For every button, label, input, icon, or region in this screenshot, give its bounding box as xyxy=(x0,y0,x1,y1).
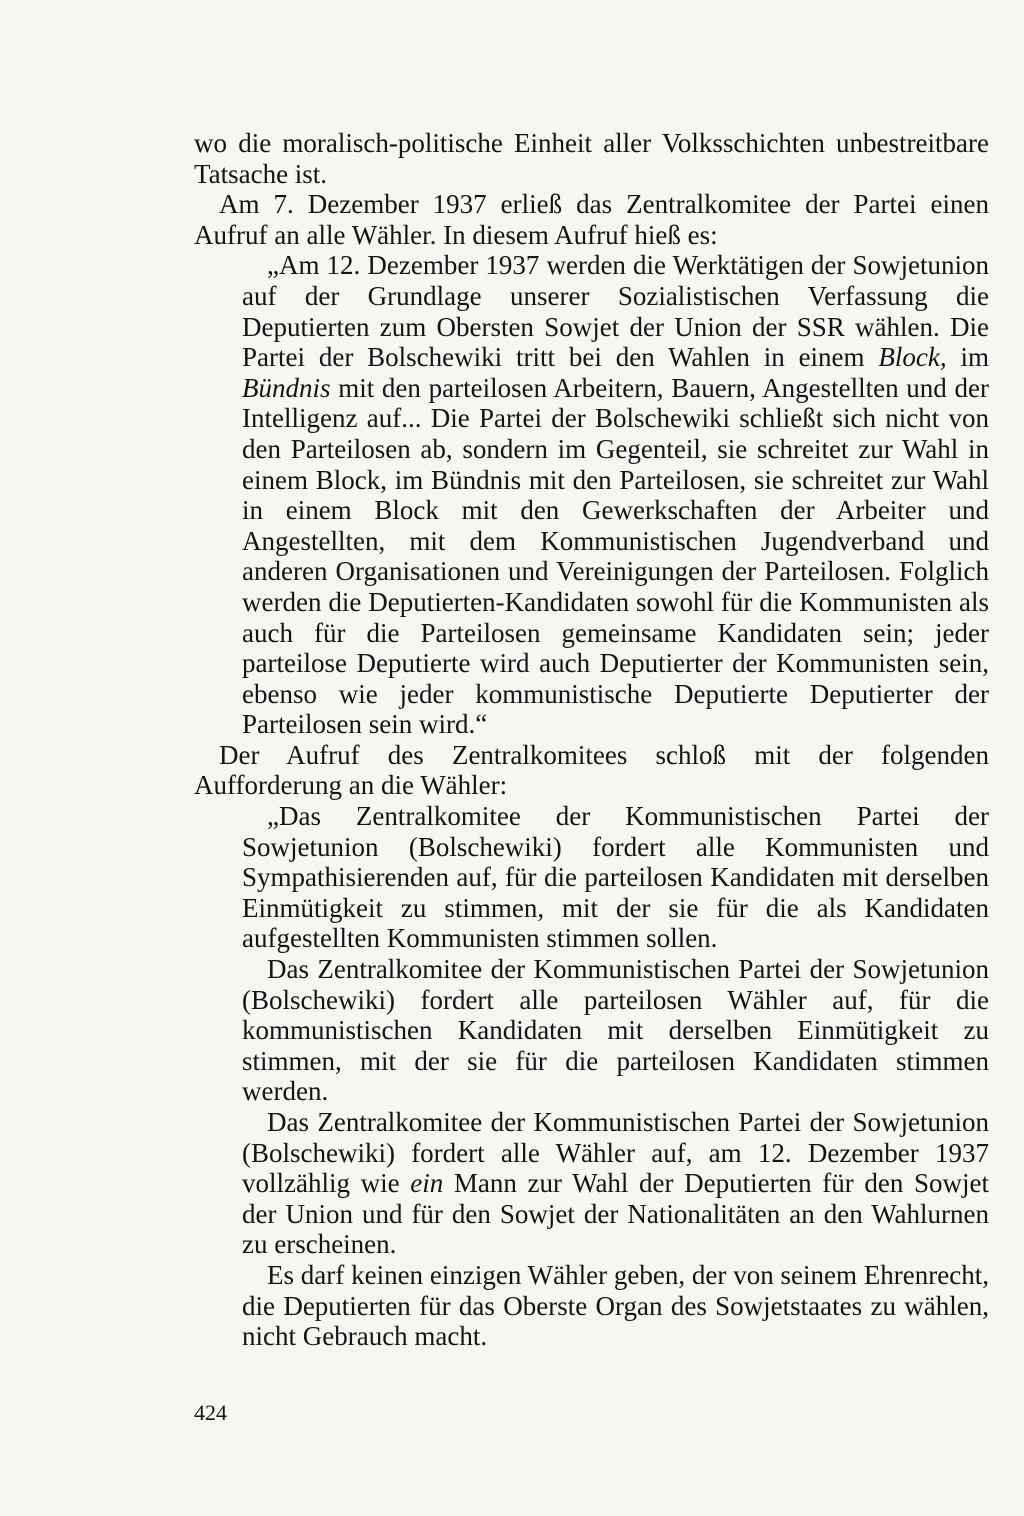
paragraph-continuation: wo die moralisch-politische Einheit aller Volksschichten unbestreitbare Tatsache ist. xyxy=(194,128,989,189)
paragraph-appeal-intro: Am 7. Dezember 1937 erließ das Zentralkomitee der Partei einen Aufruf an alle Wähler. In diesem Aufruf hieß es: xyxy=(194,189,989,250)
quote-text: im xyxy=(946,342,989,373)
quote-demand-all-voters xyxy=(242,1107,989,1260)
emphasis-buendnis: Bündnis xyxy=(242,372,331,403)
emphasis-block: Block, xyxy=(878,342,947,373)
quote-demand-nonparty: Das Zentralkomitee der Kommunistischen Partei der Sowjetunion (Bolschewiki) fordert alle parteilosen Wähler auf, für die kommunistischen Kandidaten mit derselben Einmütigkeit zu stimmen, mit der sie für die parteilosen Kandidaten stimmen werden. xyxy=(242,954,989,1107)
quote-text: Das Zentralkomitee der Kommunistischen Partei der Sowjetunion (Bolschewiki) fordert alle Wähler auf, am 12. Dezember 1937 vollzählig wie xyxy=(242,1107,989,1199)
quote-appeal xyxy=(242,250,989,740)
page-number: 424 xyxy=(194,1400,227,1425)
paragraph-appeal-closing: Der Aufruf des Zentralkomitees schloß mit der folgenden Aufforderung an die Wähler: xyxy=(194,739,989,801)
quote-text: „Am 12. Dezember 1937 werden die Werktätigen der Sowjetunion auf der Grundlage unserer Sozialistischen Verfassung die Deputierten zum Obersten Sowjet der Union der SSR wählen. Die Partei der Bolschewiki tritt bei den Wahlen in einem xyxy=(242,250,989,373)
emphasis-ein: ein xyxy=(410,1168,444,1199)
quote-text: mit den parteilosen Arbeitern, Bauern, Angestellten und der Intelligenz auf... Die Partei der Bolschewiki schließt sich nicht von den Parteilosen ab, sondern im Gegenteil, sie schreitet zur Wahl in einem Block, im Bündnis mit den Parteilosen, sie schreitet zur Wahl in einem Block mit den Gewerkschaften der Arbeiter und Angestellten, mit dem Kommunistischen Jugendverband und anderen Organisationen und Vereinigungen der Parteilosen. Folglich werden die Deputierten-Kandidaten sowohl für die Kommunisten als auch für die Parteilosen gemeinsame Kandidaten sein; jeder parteilose Deputierte wird auch Deputierter der Kommunisten sein, ebenso wie jeder kommunistische Deputierte Deputierter der Parteilosen sein wird.“ xyxy=(242,372,989,740)
quote-demand-communists: „Das Zentralkomitee der Kommunistischen Partei der Sowjetunion (Bolschewiki) fordert alle Kommunisten und Sympathisierenden auf, für die parteilosen Kandidaten mit derselben Einmütigkeit zu stimmen, mit der sie für die als Kandidaten aufgestellten Kommunisten stimmen sollen. xyxy=(242,801,989,954)
quote-text: Mann zur Wahl der Deputierten für den Sowjet der Union und für den Sowjet der Nationalitäten an den Wahlurnen zu erscheinen. xyxy=(242,1168,989,1260)
body-text xyxy=(194,128,989,1352)
quote-final: Es darf keinen einzigen Wähler geben, der von seinem Ehrenrecht, die Deputierten für das Oberste Organ des Sowjetstaates zu wählen, nicht Gebrauch macht. xyxy=(242,1259,989,1352)
